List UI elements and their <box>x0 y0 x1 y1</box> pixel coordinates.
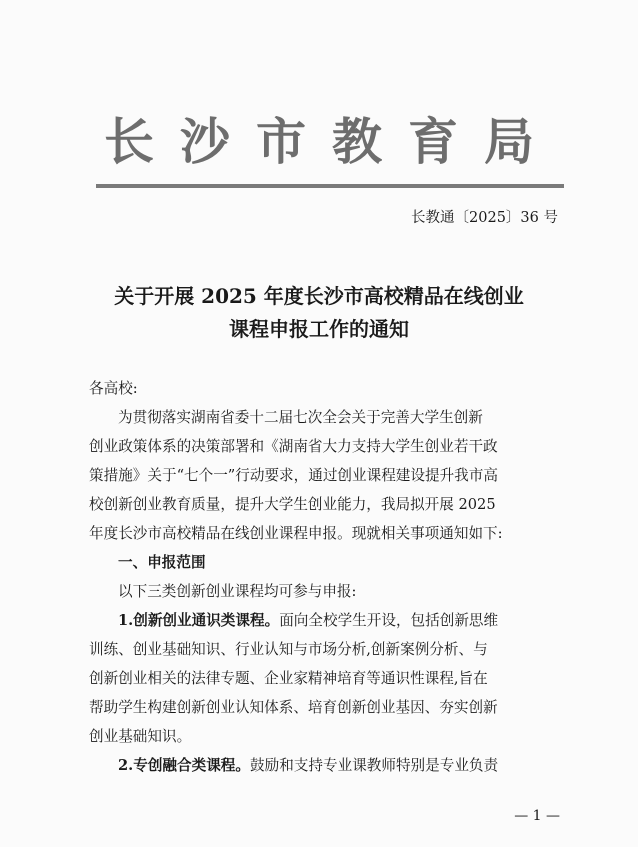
page-number: — 1 — <box>514 808 560 824</box>
item-2-text: 鼓励和支持专业课教师特别是专业负责 <box>250 757 499 774</box>
intro-line: 创业政策体系的决策部署和《湖南省大力支持大学生创业若干政 <box>89 438 498 455</box>
item-1-label: 1.创新创业通识类课程。 <box>118 612 280 629</box>
intro-line: 校创新创业教育质量，提升大学生创业能力，我局拟开展 2025 <box>89 496 496 513</box>
document-number: 长教通〔2025〕36 号 <box>411 210 558 226</box>
notice-title <box>60 280 578 346</box>
header-divider <box>96 184 564 188</box>
item-2-first-line <box>89 751 561 780</box>
notice-title-line-1: 关于开展 2025 年度长沙市高校精品在线创业 <box>114 284 524 308</box>
item-1-first-line <box>89 606 561 635</box>
item-1-text: 面向全校学生开设，包括创新思维 <box>279 612 499 629</box>
intro-line: 为贯彻落实湖南省委十二届七次全会关于完善大学生创新 <box>118 409 483 426</box>
section-intro: 以下三类创新创业课程均可参与申报: <box>118 583 357 600</box>
intro-line: 策措施》关于“七个一”行动要求，通过创业课程建设提升我市高 <box>89 467 498 484</box>
intro-line: 年度长沙市高校精品在线创业课程申报。现就相关事项通知如下: <box>89 525 503 542</box>
notice-body <box>89 374 561 780</box>
salutation: 各高校: <box>89 380 138 397</box>
item-1-line: 创新创业相关的法律专题、企业家精神培育等通识性课程,旨在 <box>89 670 488 687</box>
section-heading: 一、申报范围 <box>118 554 206 571</box>
notice-title-line-2: 课程申报工作的通知 <box>229 317 409 341</box>
item-2-label: 2.专创融合类课程。 <box>118 757 250 774</box>
item-1-line: 创业基础知识。 <box>89 728 192 745</box>
item-1-line: 训练、创业基础知识、行业认知与市场分析,创新案例分析、与 <box>89 641 488 658</box>
agency-header: 长沙市教育局 <box>104 112 560 171</box>
item-1-line: 帮助学生构建创新创业认知体系、培育创新创业基因、夯实创新 <box>89 699 498 716</box>
